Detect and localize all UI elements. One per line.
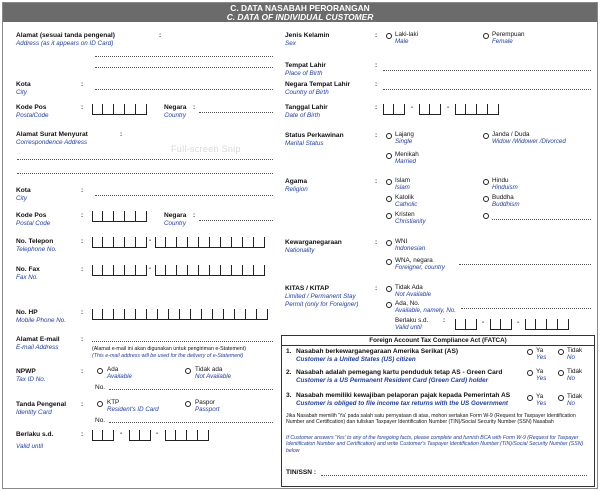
npwp-label: NPWP [16, 368, 36, 375]
postal1-boxes[interactable] [92, 104, 147, 115]
fatca-q3-no: Tidak No [567, 393, 583, 407]
kitas-valid-year-boxes[interactable] [525, 319, 569, 330]
fatca-q1-yes: Ya Yes [536, 347, 547, 361]
phone-area-boxes[interactable] [92, 237, 147, 248]
section-header [3, 3, 597, 22]
wna-option: WNA, negara Foreigner, country [395, 257, 445, 271]
country2-colon: : [193, 212, 196, 219]
religion-label-en: Religion [285, 186, 308, 193]
passport-radio[interactable] [185, 401, 191, 407]
fax-number-boxes[interactable] [155, 265, 265, 276]
male-radio[interactable] [386, 33, 392, 39]
kitas-valid-day-boxes[interactable] [455, 319, 477, 330]
fatca-q3-yes: Ya Yes [536, 393, 547, 407]
kitas-label: KITAS / KITAP [285, 285, 330, 292]
fatca-title-divider [281, 345, 595, 346]
header-title-id: C. DATA NASABAH PERORANGAN [230, 3, 370, 13]
fatca-q2-id: Nasabah adalah pemegang kartu penduduk tetap AS - Green Card [296, 369, 503, 376]
pob-label: Tempat Lahir [285, 62, 326, 69]
gender-colon: : [375, 32, 378, 39]
wna-country-input[interactable] [459, 264, 591, 265]
ktp-option: KTP Resident's ID Card [107, 399, 159, 413]
email-label: Alamat E-mail [16, 336, 60, 343]
city2-colon: : [81, 187, 84, 194]
header-title-en: C. DATA OF INDIVIDUAL CUSTOMER [226, 12, 374, 22]
kitas-available-radio[interactable] [386, 302, 392, 308]
female-radio[interactable] [483, 33, 489, 39]
customer-data-form [2, 2, 598, 489]
dob-year-boxes[interactable] [455, 104, 499, 115]
widow-radio[interactable] [483, 133, 489, 139]
kitas-valid-label: Berlaku s.d. Valid until [395, 317, 429, 331]
city2-input[interactable] [95, 195, 273, 196]
id-card-no-label: No. [95, 417, 106, 424]
hindu-option: Hindu Hinduism [492, 177, 518, 191]
npwp-available-radio[interactable] [97, 368, 103, 374]
phone-number-boxes[interactable] [155, 237, 265, 248]
fatca-note-en: If Customer answers 'Yes' to any of the foregoing facts, please complete and furnish BCA with Form W-9 (Request for Taxpayer Identification Number and Certification) and write Customer's Taxpayer Identification Number (TIN)/Social Security Number (SSN) below [286, 435, 584, 454]
npwp-no-label: No. [95, 384, 106, 391]
city2-label-en: City [16, 195, 27, 202]
npwp-number-input[interactable] [109, 389, 273, 390]
fax-label: No. Fax [16, 266, 40, 273]
country1-input[interactable] [199, 112, 273, 113]
kitas-dash-2: - [517, 319, 520, 326]
corr-address-label: Alamat Surat Menyurat [16, 131, 88, 138]
kristen-radio[interactable] [386, 213, 392, 219]
cob-label-en: Country of Birth [285, 89, 329, 96]
email-note-id: (Alamat e-mail ini akan digunakan untuk pengiriman e-Statement) [92, 346, 246, 352]
pob-input[interactable] [383, 70, 591, 71]
buddha-radio[interactable] [483, 196, 489, 202]
fatca-q1-id: Nasabah berkewarganegaraan Amerika Serikat (AS) [296, 348, 459, 355]
single-radio[interactable] [386, 133, 392, 139]
pob-label-en: Place of Birth [285, 70, 323, 77]
ktp-radio[interactable] [97, 401, 103, 407]
valid-colon: : [81, 431, 84, 438]
kitas-number-input[interactable] [461, 308, 591, 309]
male-option: Laki-laki Male [395, 31, 419, 45]
postal1-colon: : [81, 104, 84, 111]
other-religion-input[interactable] [492, 219, 591, 220]
fatca-q1-no-radio[interactable] [558, 349, 564, 355]
city1-label-en: City [16, 89, 27, 96]
id-card-colon: : [81, 401, 84, 408]
corr-colon: : [120, 131, 123, 138]
postal1-label-en: PostalCode [16, 112, 49, 119]
buddha-option: Buddha Buddhism [492, 194, 520, 208]
city1-input[interactable] [95, 89, 273, 90]
fatca-note-id: Jika Nasabah memilih 'Ya' pada salah satu pernyataan di atas, mohon sertakan Form W-9 (Request for Taxpayer Identification Number and Certification) dan tuliskan Taxpayer Identification Number (TIN)/Social Security Number (SSN) Nasabah [286, 413, 576, 426]
valid-day-boxes[interactable] [92, 430, 114, 441]
kitas-not-available-option: Tidak Ada Not Available [395, 284, 432, 298]
female-option: Perempuan Female [492, 31, 525, 45]
country2-label-en: Country [164, 220, 187, 227]
address-label: Alamat (sesuai tanda pengenal) [16, 32, 115, 39]
fatca-q3-yes-radio[interactable] [527, 395, 533, 401]
address-line-1[interactable] [95, 56, 273, 57]
email-label-en: E-mail Address [16, 344, 59, 351]
id-card-label: Tanda Pengenal [16, 401, 67, 408]
cob-colon: : [375, 81, 378, 88]
dob-day-boxes[interactable] [383, 104, 405, 115]
id-card-number-input[interactable] [109, 422, 273, 423]
religion-colon: : [375, 178, 378, 185]
phone-label: No. Telepon [16, 238, 54, 245]
katolik-radio[interactable] [386, 196, 392, 202]
kitas-dash-1: - [482, 319, 485, 326]
fax-dash: - [149, 265, 152, 272]
fatca-q1-no: Tidak No [567, 347, 583, 361]
wni-option: WNI Indonesian [395, 238, 426, 252]
corr-address-line-2[interactable] [17, 173, 273, 174]
valid-month-boxes[interactable] [129, 430, 151, 441]
dob-label-en: Date of Birth [285, 112, 320, 119]
kitas-valid-colon: : [443, 317, 446, 324]
wni-radio[interactable] [386, 240, 392, 246]
country1-label-en: Country [164, 112, 187, 119]
single-option: Lajang Single [395, 131, 414, 145]
kitas-valid-month-boxes[interactable] [490, 319, 512, 330]
email-input[interactable] [92, 341, 273, 342]
married-option: Menikah Married [395, 151, 419, 165]
corr-address-line-1[interactable] [17, 159, 273, 160]
npwp-not-available-option: Tidak ada Not Available [195, 366, 232, 380]
islam-option: Islam Islam [395, 177, 411, 191]
postal2-boxes[interactable] [92, 211, 147, 222]
city1-label: Kota [16, 81, 31, 88]
tin-input[interactable] [321, 475, 587, 476]
postal2-label-en: Postal Code [16, 220, 51, 227]
kitas-available-option: Ada, No. Available, namely, No. [395, 300, 456, 314]
pob-colon: : [375, 62, 378, 69]
npwp-label-en: Tax ID No. [16, 376, 46, 383]
religion-label: Agama [285, 178, 307, 185]
country2-input[interactable] [199, 220, 273, 221]
country2-label: Negara [164, 212, 187, 219]
dob-dash-2: - [447, 104, 450, 111]
kitas-label-en-2: Permit (only for Foreigner) [285, 301, 359, 308]
fatca-q2-no: Tidak No [567, 368, 583, 382]
marital-label: Status Perkawinan [285, 132, 344, 139]
other-religion-radio[interactable] [483, 213, 489, 219]
kristen-option: Kristen Christianity [395, 211, 426, 225]
email-note-en: (This e-mail address will be used for the delivery of e-Statement) [92, 353, 244, 359]
kitas-not-available-radio[interactable] [386, 286, 392, 292]
address-label-en: Address (as it appears on ID Card) [16, 40, 114, 47]
fatca-q2-en: Customer is a US Permanent Resident Card (Green Card) holder [296, 377, 489, 384]
fatca-title: Foreign Account Tax Compliance Act (FATCA) [369, 337, 507, 344]
valid-label: Berlaku s.d. [16, 431, 54, 438]
nationality-colon: : [375, 239, 378, 246]
wna-radio[interactable] [386, 259, 392, 265]
fatca-q2-no-radio[interactable] [558, 370, 564, 376]
gender-label: Jenis Kelamin [285, 32, 330, 39]
phone-colon: : [81, 238, 84, 245]
city1-colon: : [81, 81, 84, 88]
dob-label: Tanggal Lahir [285, 104, 328, 111]
kitas-colon: : [375, 285, 378, 292]
mobile-boxes[interactable] [92, 309, 268, 320]
postal1-label: Kode Pos [16, 104, 47, 111]
fatca-q1-number: 1. [286, 348, 292, 355]
nationality-label-en: Nationality [285, 247, 315, 254]
cob-label: Negara Tempat Lahir [285, 81, 351, 88]
fatca-q2-yes: Ya Yes [536, 368, 547, 382]
widow-option: Janda / Duda Widow /Widower /Divorced [492, 131, 566, 145]
fatca-q3-id: Nasabah memiliki kewajiban pelaporan pajak kepada Pemerintah AS [296, 392, 511, 399]
phone-label-en: Telephone No. [16, 246, 57, 253]
fatca-q3-number: 3. [286, 392, 292, 399]
married-radio[interactable] [386, 153, 392, 159]
postal2-colon: : [81, 212, 84, 219]
fax-colon: : [81, 266, 84, 273]
fatca-q2-yes-radio[interactable] [527, 370, 533, 376]
fatca-q1-en: Customer is a United States (US) citizen [296, 356, 416, 363]
corr-address-label-en: Correspondence Address [16, 139, 88, 146]
kitas-label-en-1: Limited / Permanent Stay [285, 293, 356, 300]
npwp-available-option: Ada Available [107, 366, 132, 380]
valid-label-en: Valid until [16, 443, 44, 450]
islam-radio[interactable] [386, 179, 392, 185]
dob-dash-1: - [411, 104, 414, 111]
address-colon: : [159, 32, 162, 39]
address-line-2[interactable] [95, 67, 273, 68]
postal2-label: Kode Pos [16, 212, 47, 219]
watermark: Full-screen Snip [171, 144, 241, 154]
valid-dash-2: - [156, 430, 159, 437]
fax-area-boxes[interactable] [92, 265, 147, 276]
hindu-radio[interactable] [483, 179, 489, 185]
email-colon: : [81, 336, 84, 343]
valid-dash-1: - [120, 430, 123, 437]
marital-colon: : [375, 132, 378, 139]
fatca-q3-en: Customer is obliged to file income tax returns with the US Government [296, 400, 509, 407]
fax-label-en: Fax No. [16, 274, 39, 281]
country1-label: Negara [164, 104, 187, 111]
city2-label: Kota [16, 187, 31, 194]
mobile-colon: : [81, 309, 84, 316]
npwp-colon: : [81, 368, 84, 375]
mobile-label: No. HP [16, 309, 38, 316]
passport-option: Paspor Passport [195, 399, 220, 413]
dob-colon: : [375, 104, 378, 111]
fatca-q3-no-radio[interactable] [558, 395, 564, 401]
npwp-not-available-radio[interactable] [185, 368, 191, 374]
fatca-q2-number: 2. [286, 369, 292, 376]
dob-month-boxes[interactable] [419, 104, 441, 115]
cob-input[interactable] [383, 89, 591, 90]
phone-dash: - [149, 237, 152, 244]
mobile-label-en: Mobile Phone No. [16, 317, 67, 324]
valid-year-boxes[interactable] [165, 430, 209, 441]
tin-label: TIN/SSN : [286, 469, 317, 476]
nationality-label: Kewarganegaraan [285, 239, 342, 246]
fatca-q1-yes-radio[interactable] [527, 349, 533, 355]
gender-label-en: Sex [285, 40, 296, 47]
marital-label-en: Marital Status [285, 140, 324, 147]
id-card-label-en: Identity Card [16, 409, 52, 416]
country1-colon: : [193, 104, 196, 111]
katolik-option: Katolik Catholic [395, 194, 418, 208]
